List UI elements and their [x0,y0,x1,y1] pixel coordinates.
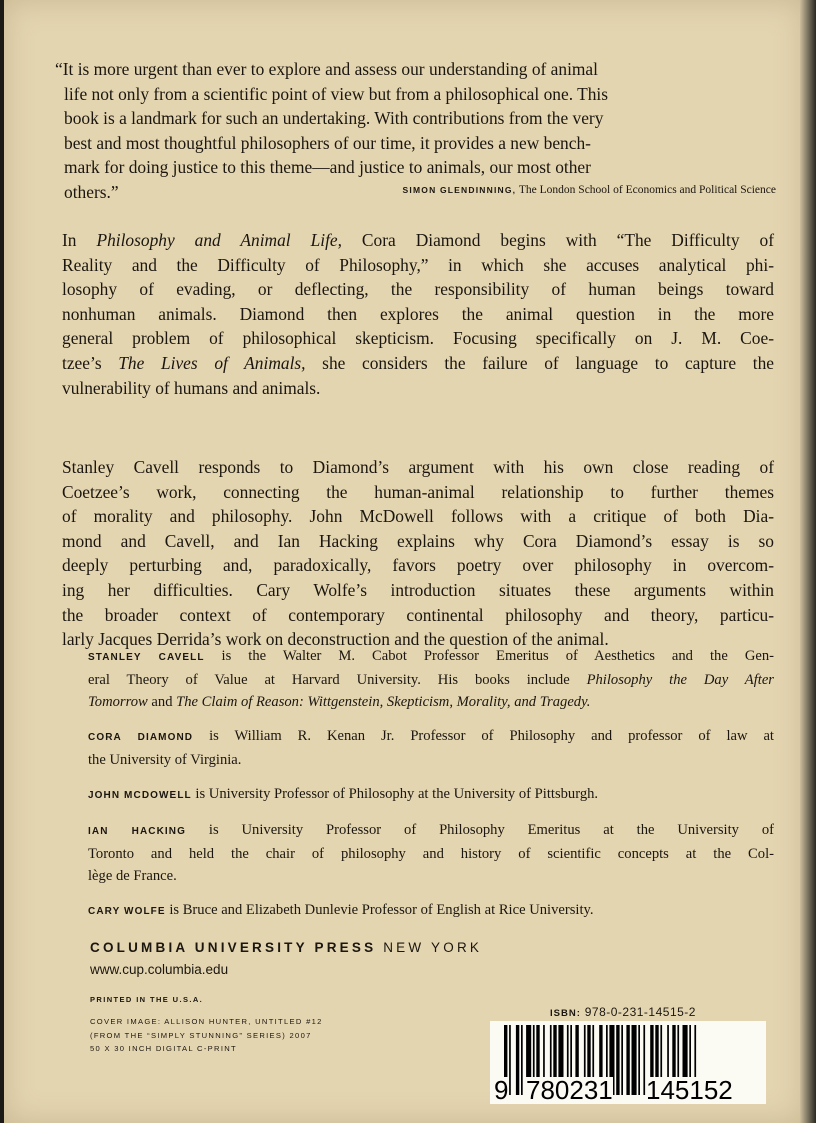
barcode-digits [490,1077,766,1104]
isbn-label: ISBN: 978-0-231-14515-2 [550,1005,696,1019]
paragraph-line: Coetzee’s work, connecting the human-animal relationship to further themes [62,481,774,502]
paragraph-line: Stanley Cavell responds to Diamond’s argument with his own close reading of [62,457,774,477]
bio-name: CARY WOLFE [88,906,166,917]
cover-image-credit: COVER IMAGE: ALLISON HUNTER, UNTITLED #12 (FROM THE “SIMPLY STUNNING” SERIES) 2007 50 X 30 INCH DIGITAL C-PRINT [90,1017,323,1053]
publisher-url: www.cup.columbia.edu [90,962,229,977]
paragraph-line: ing her difficulties. Cary Wolfe’s introduction situates these arguments within [62,579,774,600]
quote-line [64,180,776,205]
publisher-city: NEW YORK [383,940,483,955]
bio-john-mcdowell: JOHN MCDOWELL is University Professor of Philosophy at the University of Pittsburgh. [88,786,599,802]
quote-line: mark for doing justice to this theme—and justice to animals, our most other [64,157,591,178]
attribution-affiliation: The London School of Economics and Political Science [518,183,776,196]
bio-ian-hacking: IAN HACKING is University Professor of Philosophy Emeritus at the University of Toronto and held the chair of philosophy and history of scientific concepts at the Col- lège de France. [88,822,775,884]
paragraph-line: tzee’s The Lives of Animals, she considers the failure of language to capture the [62,352,774,373]
quote-line: “It is more urgent than ever to explore and assess our understanding of animal [55,59,598,79]
printed-in: PRINTED IN THE U.S.A. [90,995,204,1004]
paragraph-line: In Philosophy and Animal Life, Cora Diamond begins with “The Difficulty of [62,230,775,250]
cover-right-edge [800,0,816,1123]
quote-line: life not only from a scientific point of view but from a philosophical one. This [64,83,608,104]
quote-line: best and most thoughtful philosophers of our time, it provides a new bench- [64,132,591,153]
barcode-digit-group: 145152 [646,1075,733,1105]
bio-cora-diamond: CORA DIAMOND is William R. Kenan Jr. Professor of Philosophy and professor of law at the University of Virginia. [88,728,774,768]
bio-stanley-cavell: STANLEY CAVELL is the Walter M. Cabot Professor Emeritus of Aesthetics and the Gen- eral Theory of Value at Harvard University. His books include Philosophy the Day After Tomorrow and The Claim of Reason: Wittgenstein, Skepticism, Morality, and Tragedy. [88,648,774,710]
bio-name: IAN HACKING [88,826,187,837]
paragraph-line: Reality and the Difficulty of Philosophy,” in which she accuses analytical phi- [62,254,774,275]
paragraph-line: losophy of evading, or deflecting, the responsibility of human beings toward [62,279,774,300]
paragraph-line: deeply perturbing and, paradoxically, favors poetry over philosophy in overcom- [62,555,774,576]
barcode-digit-group: 780231 [526,1075,613,1105]
attribution-name: SIMON GLENDINNING, [402,184,517,195]
bio-cary-wolfe: CARY WOLFE is Bruce and Elizabeth Dunlevie Professor of English at Rice University. [88,902,594,918]
isbn-barcode [490,1021,766,1104]
paragraph-line: mond and Cavell, and Ian Hacking explains why Cora Diamond’s essay is so [62,530,774,551]
quote-line: book is a landmark for such an undertaking. With contributions from the very [64,108,604,129]
bio-name: JOHN MCDOWELL [88,790,192,801]
quote-attribution [403,178,776,203]
description-paragraph-1 [62,228,774,400]
paragraph-line: the broader context of contemporary continental philosophy and theory, particu- [62,604,774,625]
isbn-number: 978-0-231-14515-2 [584,1005,696,1019]
publisher-name: COLUMBIA UNIVERSITY PRESS NEW YORK [90,940,483,955]
paragraph-line: larly Jacques Derrida’s work on deconstruction and the question of the animal. [62,629,609,650]
paragraph-line: of morality and philosophy. John McDowell follows with a critique of both Dia- [62,506,774,527]
paragraph-line: nonhuman animals. Diamond then explores the animal question in the more [62,303,774,324]
barcode-digit-group: 9 [494,1075,509,1105]
paragraph-line: vulnerability of humans and animals. [62,377,321,398]
paragraph-line: general problem of philosophical skepticism. Focusing specifically on J. M. Coe- [62,328,774,349]
description-paragraph-2 [62,455,774,652]
bio-name: STANLEY CAVELL [88,652,205,663]
quote-last-line: others.” [64,181,119,202]
endorsement-quote [55,57,776,205]
bio-name: CORA DIAMOND [88,732,194,743]
contributor-bios [88,645,774,935]
